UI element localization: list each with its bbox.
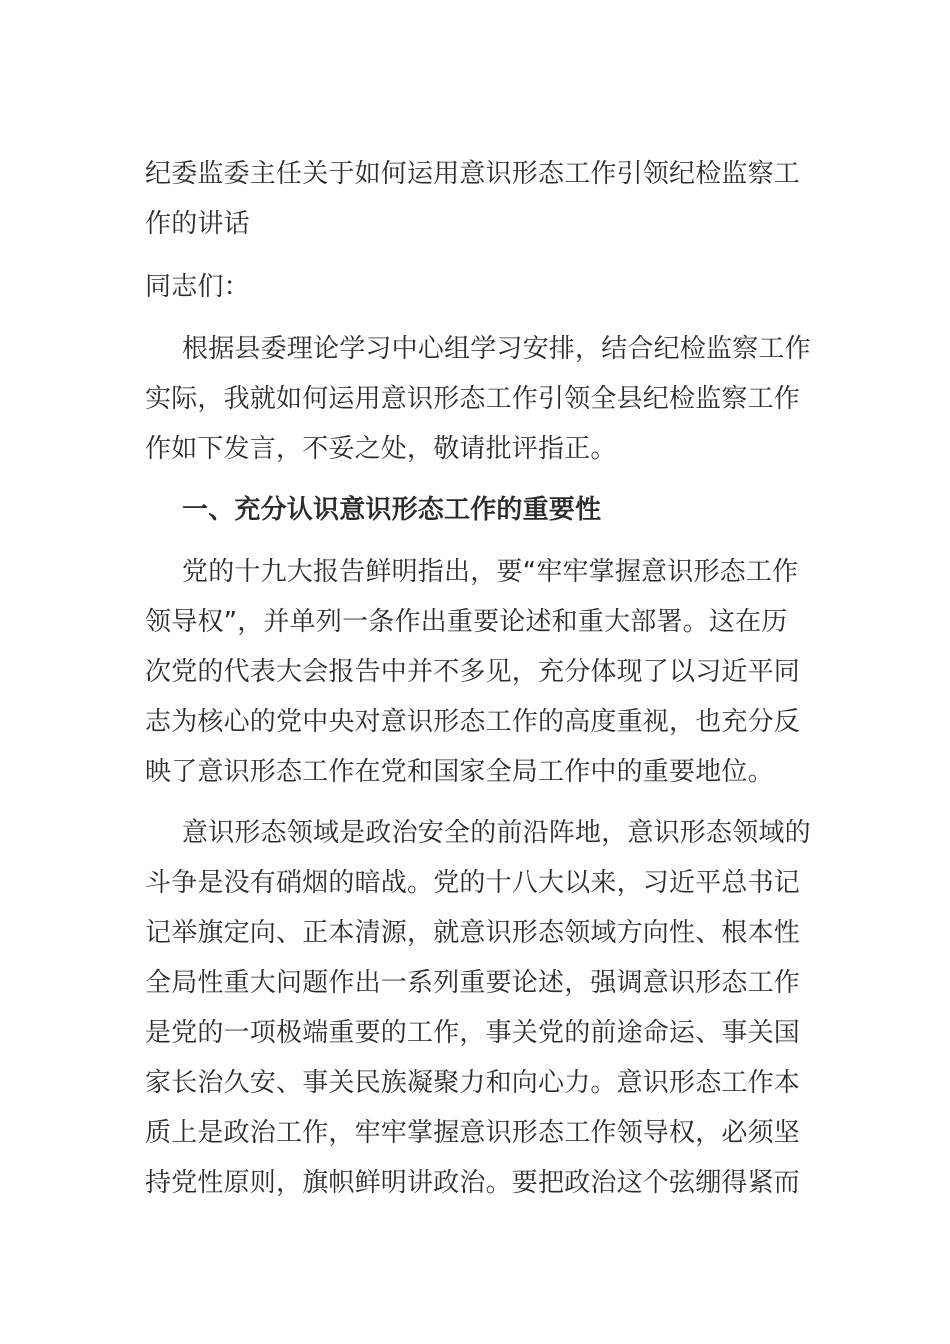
paragraph-2-line: 意识形态领域是政治安全的前沿阵地，意识形态领域的	[182, 818, 811, 848]
paragraph-2-line: 全局性重大问题作出一系列重要论述，强调意识形态工作	[145, 968, 801, 998]
section-heading: 一、充分认识意识形态工作的重要性	[182, 495, 602, 525]
paragraph-1-line: 党的十九大报告鲜明指出，要“牢牢掌握意识形态工作	[182, 557, 799, 587]
paragraph-2-line: 质上是政治工作，牢牢掌握意识形态工作领导权，必须坚	[145, 1118, 801, 1148]
paragraph-1-line: 领导权”，并单列一条作出重要论述和重大部署。这在历	[145, 607, 788, 637]
paragraph-2-line: 斗争是没有硝烟的暗战。党的十八大以来，习近平总书记	[145, 868, 801, 898]
intro-line: 根据县委理论学习中心组学习安排，结合纪检监察工作	[182, 334, 811, 364]
paragraph-2-line: 是党的一项极端重要的工作，事关党的前途命运、事关国	[145, 1018, 801, 1048]
paragraph-2-line: 家长治久安、事关民族凝聚力和向心力。意识形态工作本	[145, 1068, 801, 1098]
paragraph-1-line: 志为核心的党中央对意识形态工作的高度重视，也充分反	[145, 707, 801, 737]
document-title-line-2: 作的讲话	[145, 209, 250, 239]
document-title-line-1: 纪委监委主任关于如何运用意识形态工作引领纪检监察工	[145, 159, 801, 189]
intro-line: 实际，我就如何运用意识形态工作引领全县纪检监察工作	[145, 384, 801, 414]
salutation: 同志们：	[145, 272, 250, 302]
paragraph-1-line: 次党的代表大会报告中并不多见，充分体现了以习近平同	[145, 657, 801, 687]
intro-line: 作如下发言，不妥之处，敬请批评指正。	[145, 434, 617, 464]
paragraph-1-line: 映了意识形态工作在党和国家全局工作中的重要地位。	[145, 757, 774, 787]
paragraph-2-line: 记举旗定向、正本清源，就意识形态领域方向性、根本性	[145, 918, 801, 948]
paragraph-2-line: 持党性原则，旗帜鲜明讲政治。要把政治这个弦绷得紧而	[145, 1168, 801, 1198]
